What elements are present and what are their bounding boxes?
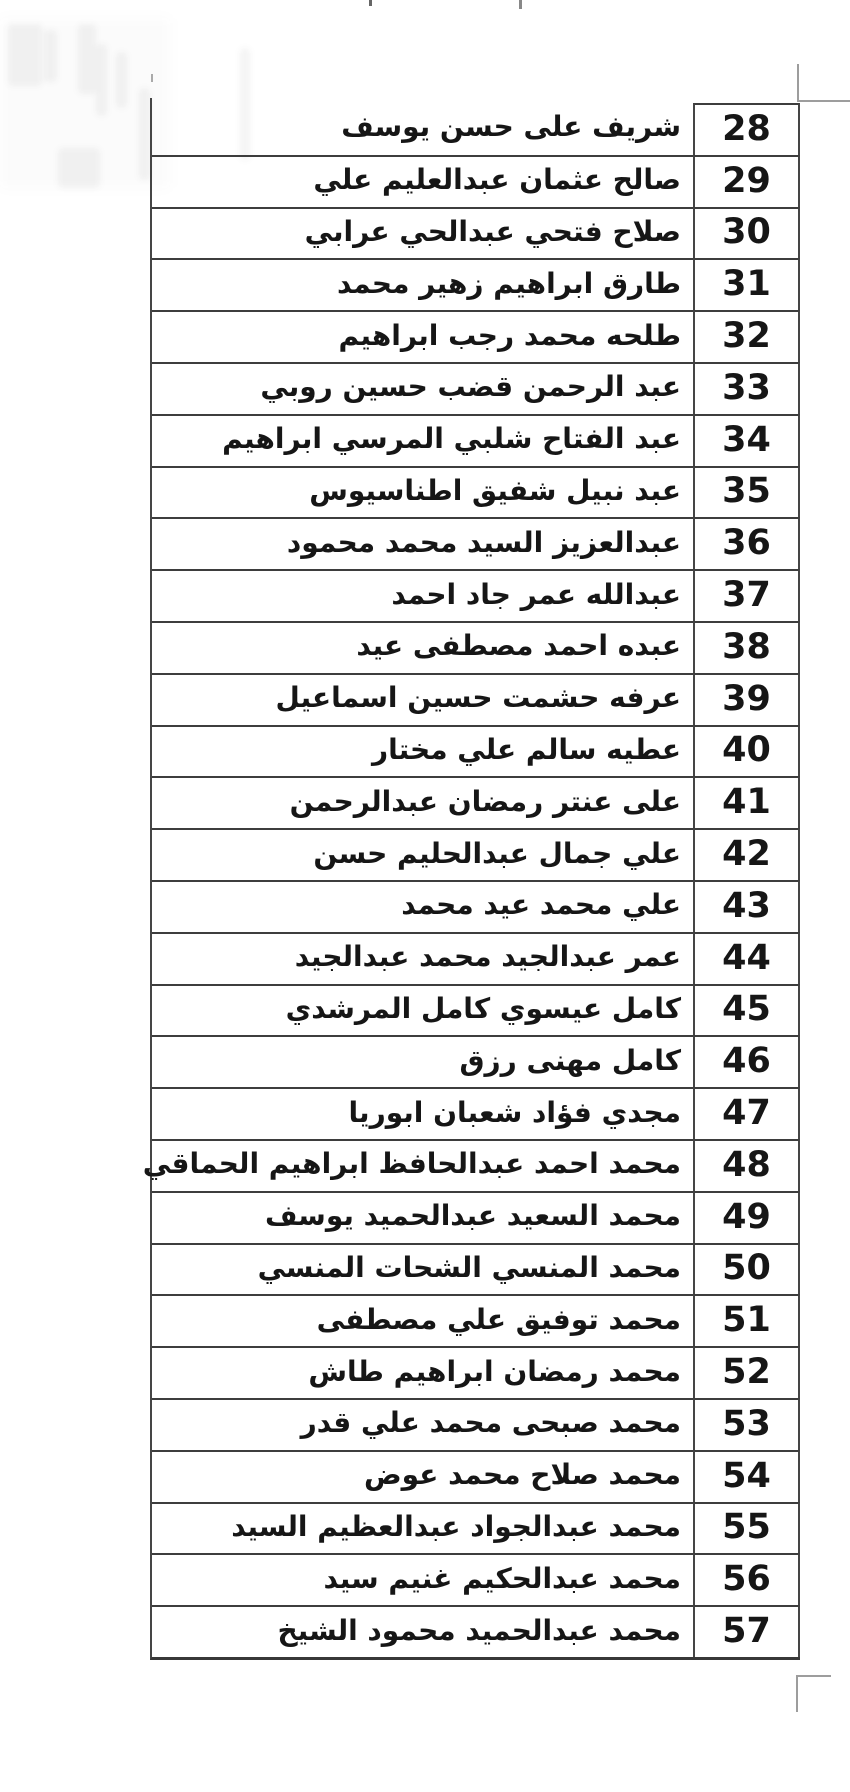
person-name-cell: عبدالعزيز السيد محمد محمود — [152, 517, 693, 569]
row-number-cell: 50 — [693, 1243, 800, 1295]
person-name-cell: محمد رمضان ابراهيم طاش — [152, 1346, 693, 1398]
row-number-cell: 53 — [693, 1398, 800, 1450]
person-name-cell: عبدالله عمر جاد احمد — [152, 569, 693, 621]
person-name-cell: محمد توفيق علي مصطفى — [152, 1294, 693, 1346]
corner-mark-top-right-vertical — [797, 64, 799, 102]
scan-smudge — [96, 44, 107, 116]
person-name-cell: شريف على حسن يوسف — [341, 110, 681, 144]
scan-smudge — [44, 30, 57, 82]
table-row — [152, 362, 800, 414]
person-name-cell: محمد المنسي الشحات المنسي — [152, 1243, 693, 1295]
scan-smudge — [58, 148, 100, 188]
person-name-cell: عبد نبيل شفيق اطناسيوس — [152, 466, 693, 518]
person-name-cell: محمد صلاح محمد عوض — [152, 1450, 693, 1502]
table-row — [152, 1450, 800, 1502]
row-number-cell: 57 — [693, 1605, 800, 1657]
person-name-cell: علي جمال عبدالحليم حسن — [152, 828, 693, 880]
person-name-cell: كامل مهنى رزق — [152, 1035, 693, 1087]
table-row — [152, 1398, 800, 1450]
person-name-cell: عبد الرحمن قضب حسين روبي — [152, 362, 693, 414]
person-name-cell: عبد الفتاح شلبي المرسي ابراهيم — [152, 414, 693, 466]
person-name-cell: محمد عبدالحميد محمود الشيخ — [152, 1605, 693, 1657]
row-number-cell: 46 — [693, 1035, 800, 1087]
scan-smudge — [116, 52, 127, 108]
table-row — [152, 984, 800, 1036]
corner-mark-bottom-right-vertical — [796, 1675, 798, 1712]
table-row — [152, 776, 800, 828]
row-number-cell: 47 — [693, 1087, 800, 1139]
person-name-cell: عرفه حشمت حسين اسماعيل — [152, 673, 693, 725]
person-name-cell: طلحه محمد رجب ابراهيم — [152, 310, 693, 362]
table-row — [152, 932, 800, 984]
table-row — [152, 310, 800, 362]
row-number-cell: 52 — [693, 1346, 800, 1398]
row-number-cell: 56 — [693, 1553, 800, 1605]
row-number-cell: 29 — [693, 155, 800, 207]
row-number-cell: 34 — [693, 414, 800, 466]
corner-mark-bottom-right-horizontal — [796, 1675, 831, 1677]
table-row — [152, 1243, 800, 1295]
person-name-cell: محمد عبدالجواد عبدالعظيم السيد — [152, 1502, 693, 1554]
row-number-cell: 44 — [693, 932, 800, 984]
table-row — [152, 1191, 800, 1243]
row-number-cell: 33 — [693, 362, 800, 414]
scan-tick — [369, 0, 372, 6]
row-number-cell: 32 — [693, 310, 800, 362]
row-number-cell: 55 — [693, 1502, 800, 1554]
table-row — [152, 466, 800, 518]
row-number-cell: 38 — [693, 621, 800, 673]
row-number-cell: 36 — [693, 517, 800, 569]
row-number-cell: 35 — [693, 466, 800, 518]
scan-smudge — [139, 88, 150, 180]
table-row — [152, 1502, 800, 1554]
person-name-cell: محمد صبحى محمد علي قدر — [152, 1398, 693, 1450]
person-name-cell: مجدي فؤاد شعبان ابوريا — [152, 1087, 693, 1139]
row-number-cell: 28 — [693, 103, 800, 155]
table-row — [152, 155, 800, 207]
table-row — [152, 1294, 800, 1346]
row-number-cell: 42 — [693, 828, 800, 880]
table-row — [152, 1346, 800, 1398]
person-name-cell: عمر عبدالجيد محمد عبدالجيد — [152, 932, 693, 984]
table-row — [152, 1035, 800, 1087]
scan-smudge — [78, 24, 96, 94]
row-number-cell: 54 — [693, 1450, 800, 1502]
table-row — [152, 258, 800, 310]
row-number-cell: 43 — [693, 880, 800, 932]
table-row — [152, 828, 800, 880]
row-number-cell: 31 — [693, 258, 800, 310]
person-name-cell: محمد احمد عبدالحافظ ابراهيم الحماقي — [152, 1139, 693, 1191]
table-row — [152, 517, 800, 569]
table-row — [152, 1605, 800, 1657]
table-row — [142, 1139, 800, 1191]
table-row — [152, 725, 800, 777]
row-number-cell: 37 — [693, 569, 800, 621]
scan-smudge — [8, 24, 42, 86]
person-name-cell: على عنتر رمضان عبدالرحمن — [152, 776, 693, 828]
row-number-cell: 41 — [693, 776, 800, 828]
table-row — [152, 207, 800, 259]
person-name-cell: عطيه سالم علي مختار — [152, 725, 693, 777]
person-name-cell: عبده احمد مصطفى عيد — [152, 621, 693, 673]
row-number-cell: 49 — [693, 1191, 800, 1243]
table-row — [152, 1087, 800, 1139]
scan-tick — [151, 74, 153, 82]
person-name-cell: صلاح فتحي عبدالحي عرابي — [152, 207, 693, 259]
names-table — [142, 103, 800, 1660]
row-number-cell: 39 — [693, 673, 800, 725]
person-name-cell: محمد السعيد عبدالحميد يوسف — [152, 1191, 693, 1243]
scan-tick — [519, 0, 522, 9]
row-number-cell: 40 — [693, 725, 800, 777]
person-name-cell: طارق ابراهيم زهير محمد — [152, 258, 693, 310]
row-number-cell: 30 — [693, 207, 800, 259]
person-name-cell: كامل عيسوي كامل المرشدي — [152, 984, 693, 1036]
row-number-cell: 48 — [693, 1139, 800, 1191]
table-row — [152, 621, 800, 673]
table-row — [152, 673, 800, 725]
row-number-cell: 51 — [693, 1294, 800, 1346]
table-row — [152, 1553, 800, 1605]
row-number-cell: 45 — [693, 984, 800, 1036]
table-row — [152, 569, 800, 621]
table-row — [152, 880, 800, 932]
person-name-cell: محمد عبدالحكيم غنيم سيد — [152, 1553, 693, 1605]
table-row — [152, 414, 800, 466]
table-row — [152, 103, 800, 155]
corner-mark-top-right-horizontal — [797, 100, 850, 102]
person-name-cell: علي محمد عيد محمد — [152, 880, 693, 932]
person-name-cell: صالح عثمان عبدالعليم علي — [152, 155, 693, 207]
